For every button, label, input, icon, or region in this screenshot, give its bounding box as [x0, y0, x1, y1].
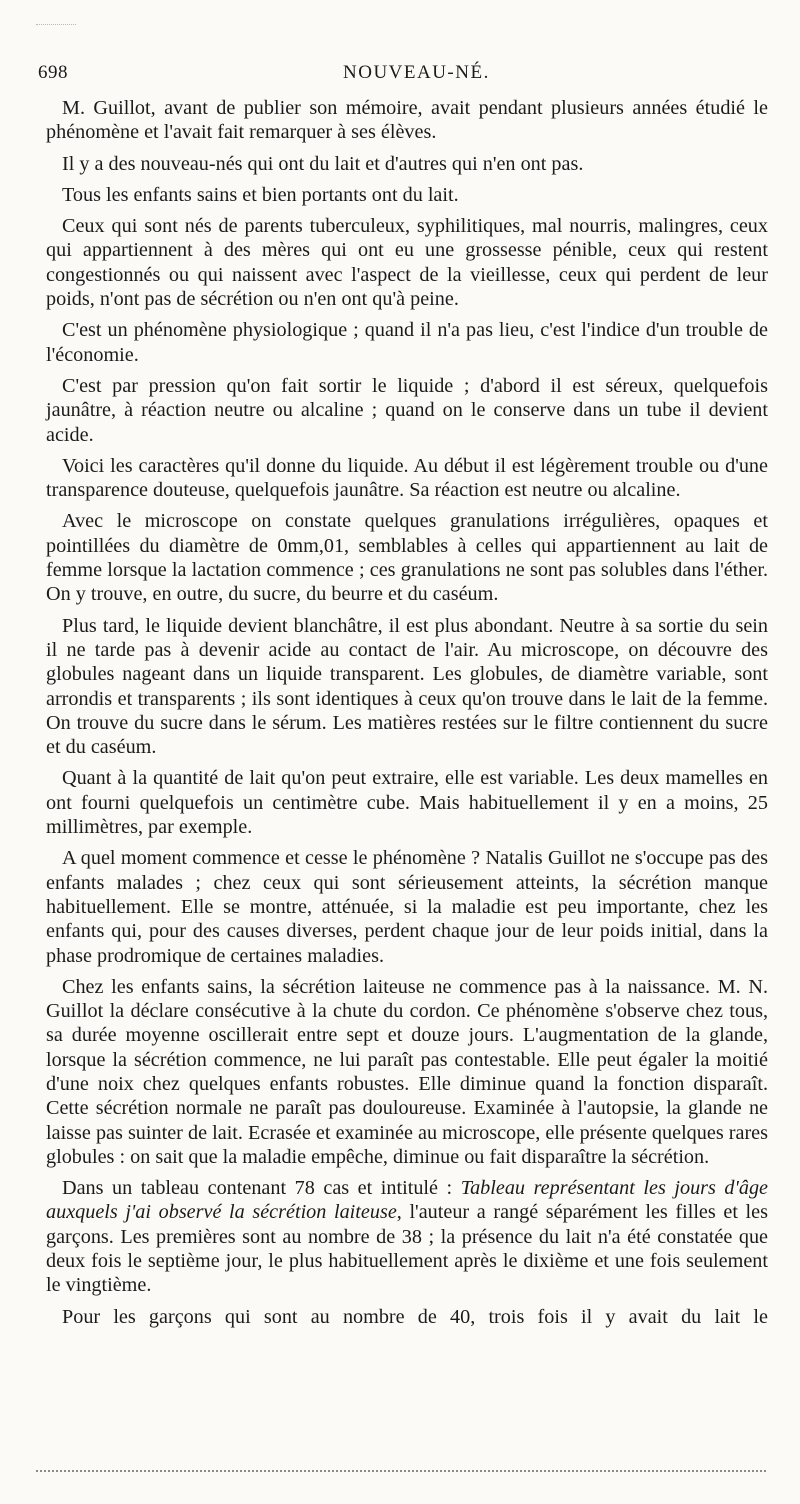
paragraph: Chez les enfants sains, la sécrétion laiteuse ne commence pas à la naissance. M. N. Guillot la déclare consécutive à la chute du cordon. Ce phénomène s'observe chez tous, sa durée moyenne oscillerait entre sept et douze jours. L'augmentation de la glande, lorsque la sécrétion commence, ne lui paraît pas contestable. Elle peut égaler la moitié d'une noix chez quelques enfants robustes. Elle diminue quand la fonction disparaît. Cette sécrétion normale ne paraît pas douloureuse. Examinée à l'autopsie, la glande ne laisse pas suinter de lait. Ecrasée et examinée au microscope, elle présente quelques rares globules : on sait que la maladie empêche, diminue ou fait disparaître la sécrétion. [46, 975, 768, 1168]
paragraph: A quel moment commence et cesse le phénomène ? Natalis Guillot ne s'occupe pas des enfants malades ; chez ceux qui sont sérieusement atteints, la sécrétion manque habituellement. Elle se montre, atténuée, si la maladie est peu importante, chez les enfants qui, pour des causes diverses, perdent chaque jour de leur poids initial, dans la phase prodromique de certaines maladies. [46, 847, 768, 967]
tableau-title-italic: Tableau représentant les jours d'âge auxquels j'ai observé la sécrétion laiteuse [46, 1177, 768, 1224]
tableau-text-after: , l'auteur a rangé séparément les filles et les garçons. Les premières sont au nombre de 38 ; la présence du lait n'a été constatée que deux fois le septième jour, le plus habituellement après le dixième et une fois seulement le vingtième. [46, 1201, 768, 1297]
paragraph: Plus tard, le liquide devient blanchâtre, il est plus abondant. Neutre à sa sortie du sein il ne tarde pas à devenir acide au contact de l'air. Au microscope, on découvre des globules nageant dans un liquide transparent. Les globules, de diamètre variable, sont arrondis et transparents ; ils sont identiques à ceux qu'on trouve dans le lait de la femme. On trouve du sucre dans le sérum. Les matières restées sur le filtre contiennent du sucre et du caséum. [46, 614, 768, 759]
body-text [46, 96, 768, 1336]
bottom-rule [36, 1470, 766, 1472]
paragraph-final: Pour les garçons qui sont au nombre de 40, trois fois il y avait du lait le [62, 1305, 768, 1328]
paragraph-tableau [46, 1176, 768, 1297]
paragraph: Ceux qui sont nés de parents tuberculeux, syphilitiques, mal nourris, malingres, ceux qui appartiennent à des mères qui ont eu une grossesse pénible, ceux qui restent congestionnés ou qui naissent avec l'aspect de la vieillesse, ceux qui perdent de leur poids, n'ont pas de sécrétion ou n'en ont qu'à peine. [46, 215, 768, 311]
page-smudge-mark [36, 24, 76, 25]
paragraph: Avec le microscope on constate quelques granulations irrégulières, opaques et pointillées du diamètre de 0mm,01, semblables à celles qui appartiennent au lait de femme lorsque la lactation commence ; ces granulations ne sont pas solubles dans l'éther. On y trouve, en outre, du sucre, du beurre et du caséum. [46, 510, 768, 606]
running-title: NOUVEAU-NÉ. [343, 62, 490, 83]
paragraph: C'est un phénomène physiologique ; quand il n'a pas lieu, c'est l'indice d'un trouble de l'économie. [46, 319, 768, 366]
running-head [38, 62, 768, 88]
tableau-text-before: Dans un tableau contenant 78 cas et intitulé : [62, 1177, 461, 1200]
paragraph: Voici les caractères qu'il donne du liquide. Au début il est légèrement trouble ou d'une transparence douteuse, quelquefois jaunâtre. Sa réaction est neutre ou alcaline. [46, 454, 768, 502]
paragraph: Tous les enfants sains et bien portants ont du lait. [62, 183, 459, 206]
paragraph: C'est par pression qu'on fait sortir le liquide ; d'abord il est séreux, quelquefois jaunâtre, à réaction neutre ou alcaline ; quand on le conserve dans un tube il devient acide. [46, 374, 768, 446]
paragraph: M. Guillot, avant de publier son mémoire, avait pendant plusieurs années étudié le phénomène et l'avait fait remarquer à ses élèves. [46, 97, 768, 144]
paragraph: Quant à la quantité de lait qu'on peut extraire, elle est variable. Les deux mamelles en ont fourni quelquefois un centimètre cube. Mais habituellement il y en a moins, 25 millimètres, par exemple. [46, 767, 768, 839]
page-number: 698 [38, 62, 68, 83]
paragraph: Il y a des nouveau-nés qui ont du lait et d'autres qui n'en ont pas. [62, 152, 584, 175]
